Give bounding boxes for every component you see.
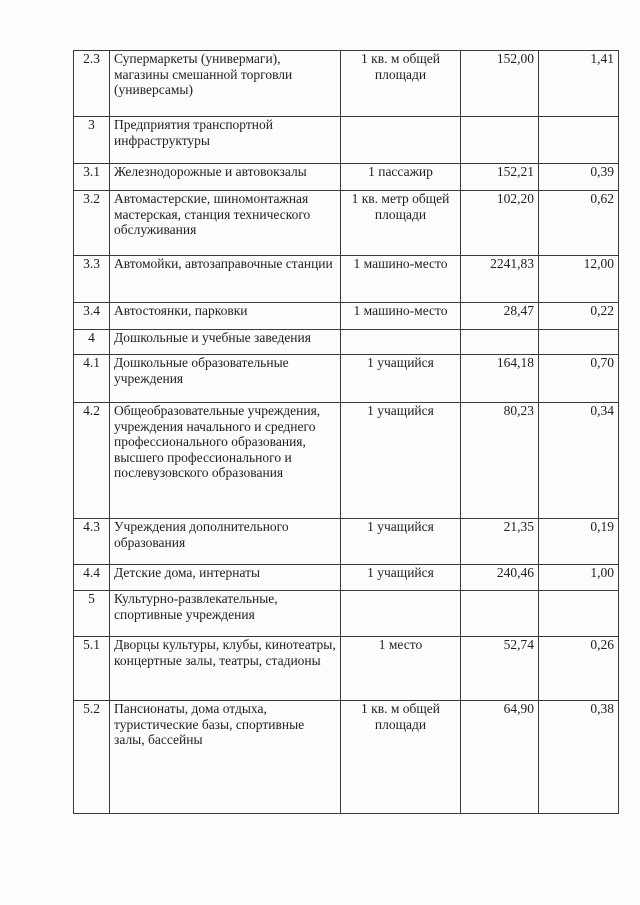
row-number: 3.1 <box>74 164 110 191</box>
row-number: 5.2 <box>74 701 110 814</box>
row-value-1: 52,74 <box>461 637 539 701</box>
table-row <box>74 591 619 637</box>
row-value-1 <box>461 117 539 164</box>
row-name: Культурно-развлекательные, спортивные учреждения <box>110 591 341 637</box>
row-number: 4.3 <box>74 519 110 565</box>
row-value-2: 0,19 <box>539 519 619 565</box>
row-number: 4 <box>74 330 110 355</box>
table-row <box>74 355 619 403</box>
table-row <box>74 51 619 117</box>
row-number: 3.3 <box>74 256 110 303</box>
row-number: 4.1 <box>74 355 110 403</box>
row-name: Предприятия транспортной инфраструктуры <box>110 117 341 164</box>
row-value-1: 152,00 <box>461 51 539 117</box>
row-unit: 1 учащийся <box>341 403 461 519</box>
row-name: Дворцы культуры, клубы, кинотеатры, концертные залы, театры, стадионы <box>110 637 341 701</box>
row-value-1: 64,90 <box>461 701 539 814</box>
row-name: Железнодорожные и автовокзалы <box>110 164 341 191</box>
row-number: 3.2 <box>74 191 110 256</box>
row-unit: 1 место <box>341 637 461 701</box>
row-unit: 1 кв. метр общей площади <box>341 191 461 256</box>
row-unit <box>341 117 461 164</box>
row-name: Дошкольные и учебные заведения <box>110 330 341 355</box>
table-row <box>74 191 619 256</box>
row-value-2: 0,26 <box>539 637 619 701</box>
table-row <box>74 303 619 330</box>
row-value-1: 152,21 <box>461 164 539 191</box>
row-unit: 1 пассажир <box>341 164 461 191</box>
row-name: Автомойки, автозаправочные станции <box>110 256 341 303</box>
norms-table <box>73 50 619 814</box>
row-value-2: 0,39 <box>539 164 619 191</box>
row-number: 4.2 <box>74 403 110 519</box>
row-unit: 1 учащийся <box>341 565 461 591</box>
row-value-1: 102,20 <box>461 191 539 256</box>
row-value-1: 21,35 <box>461 519 539 565</box>
row-number: 5 <box>74 591 110 637</box>
row-name: Автомастерские, шиномонтажная мастерская, станция технического обслуживания <box>110 191 341 256</box>
row-number: 2.3 <box>74 51 110 117</box>
row-name: Пансионаты, дома отдыха, туристические базы, спортивные залы, бассейны <box>110 701 341 814</box>
row-value-2: 1,00 <box>539 565 619 591</box>
row-value-1: 164,18 <box>461 355 539 403</box>
row-value-1 <box>461 591 539 637</box>
row-value-1 <box>461 330 539 355</box>
row-value-1: 28,47 <box>461 303 539 330</box>
row-unit: 1 учащийся <box>341 519 461 565</box>
row-value-2: 0,70 <box>539 355 619 403</box>
row-name: Дошкольные образовательные учреждения <box>110 355 341 403</box>
row-number: 4.4 <box>74 565 110 591</box>
row-unit: 1 кв. м общей площади <box>341 701 461 814</box>
row-value-2: 0,22 <box>539 303 619 330</box>
row-value-1: 80,23 <box>461 403 539 519</box>
table-row <box>74 701 619 814</box>
table-row <box>74 637 619 701</box>
table-row <box>74 117 619 164</box>
row-unit <box>341 330 461 355</box>
row-value-1: 240,46 <box>461 565 539 591</box>
row-name: Детские дома, интернаты <box>110 565 341 591</box>
table-row <box>74 164 619 191</box>
row-name: Автостоянки, парковки <box>110 303 341 330</box>
row-unit <box>341 591 461 637</box>
row-value-2: 1,41 <box>539 51 619 117</box>
table-row <box>74 256 619 303</box>
row-value-2: 0,34 <box>539 403 619 519</box>
row-value-2 <box>539 591 619 637</box>
table-row <box>74 330 619 355</box>
row-unit: 1 учащийся <box>341 355 461 403</box>
row-unit: 1 машино-место <box>341 256 461 303</box>
row-value-2 <box>539 117 619 164</box>
row-name: Общеобразовательные учреждения, учреждения начального и среднего профессионального образования, высшего профессионального и послевузовского образования <box>110 403 341 519</box>
table-row <box>74 519 619 565</box>
row-number: 3.4 <box>74 303 110 330</box>
row-unit: 1 кв. м общей площади <box>341 51 461 117</box>
table-row <box>74 403 619 519</box>
row-value-2: 0,38 <box>539 701 619 814</box>
row-value-1: 2241,83 <box>461 256 539 303</box>
row-value-2: 12,00 <box>539 256 619 303</box>
row-number: 5.1 <box>74 637 110 701</box>
row-unit: 1 машино-место <box>341 303 461 330</box>
row-number: 3 <box>74 117 110 164</box>
row-value-2: 0,62 <box>539 191 619 256</box>
row-value-2 <box>539 330 619 355</box>
table-row <box>74 565 619 591</box>
row-name: Учреждения дополнительного образования <box>110 519 341 565</box>
row-name: Супермаркеты (универмаги), магазины смешанной торговли (универсамы) <box>110 51 341 117</box>
